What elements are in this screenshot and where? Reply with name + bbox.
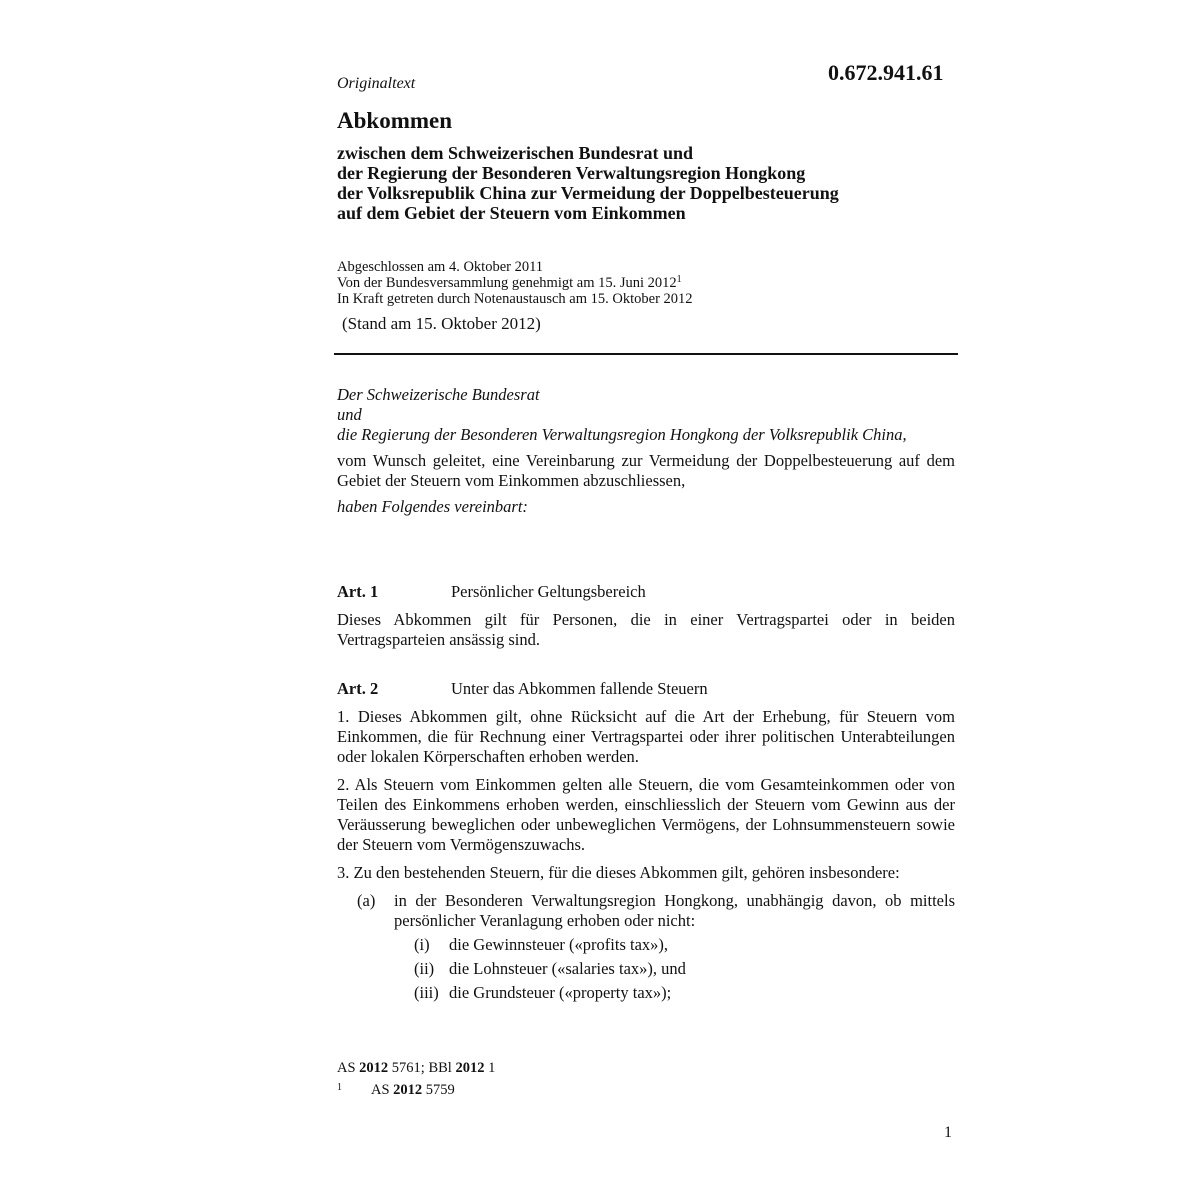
article-number: Art. 2	[337, 679, 379, 698]
sub-text: die Gewinnsteuer («profits tax»),	[449, 935, 669, 954]
agreement-formula: haben Folgendes vereinbart:	[337, 497, 528, 516]
document-subtitle	[337, 143, 839, 223]
sub-label: (ii)	[414, 959, 435, 978]
subtitle-line: der Regierung der Besonderen Verwaltungsregion Hongkong	[337, 163, 806, 183]
as-page: 5761; BBl	[391, 1060, 452, 1076]
bbl-page: 1	[488, 1060, 496, 1076]
bbl-year: 2012	[455, 1060, 485, 1076]
footnotes	[337, 1058, 495, 1100]
footnote-1	[337, 1078, 495, 1100]
sr-number: 0.672.941.61	[828, 60, 944, 85]
sub-text: die Lohnsteuer («salaries tax»), und	[449, 959, 686, 978]
list-item-a	[357, 891, 955, 1003]
publication-reference	[337, 1058, 495, 1078]
fn-prefix: AS	[371, 1082, 390, 1098]
list-text: in der Besonderen Verwaltungsregion Hongkong, unabhängig davon, ob mittels persönlicher Veranlagung erhoben oder nicht:	[394, 891, 955, 930]
date-block	[337, 259, 693, 307]
original-text-label: Originaltext	[337, 75, 416, 92]
subtitle-line: zwischen dem Schweizerischen Bundesrat und	[337, 143, 694, 163]
in-force-date: In Kraft getreten durch Notenaustausch am 15. Oktober 2012	[337, 291, 693, 307]
conjunction: und	[337, 405, 362, 424]
sub-text: die Grundsteuer («property tax»);	[449, 983, 672, 1002]
sub-item-i	[414, 935, 955, 955]
article-number: Art. 1	[337, 582, 379, 601]
party-hongkong: die Regierung der Besonderen Verwaltungsregion Hongkong der Volksrepublik China,	[337, 425, 907, 444]
header-divider	[334, 353, 958, 355]
sub-item-ii	[414, 959, 955, 979]
sub-label: (i)	[414, 935, 430, 954]
approved-date	[337, 275, 693, 291]
article-title: Unter das Abkommen fallende Steuern	[451, 679, 708, 698]
page-number: 1	[944, 1124, 952, 1141]
list-label: (a)	[357, 891, 376, 910]
article-2-body	[337, 707, 955, 1003]
preamble	[337, 385, 955, 517]
article-2-heading	[337, 679, 955, 699]
party-swiss: Der Schweizerische Bundesrat	[337, 385, 540, 404]
paragraph-3: 3. Zu den bestehenden Steuern, für die dieses Abkommen gilt, gehören insbesondere:	[337, 863, 900, 882]
paragraph-1: 1. Dieses Abkommen gilt, ohne Rücksicht auf die Art der Erhebung, für Steuern vom Einkommen, die für Rechnung einer Vertragspartei oder ihrer politischen Unterabteilungen oder lokalen Körperschaften erhoben werden.	[337, 707, 955, 766]
concluded-date: Abgeschlossen am 4. Oktober 2011	[337, 259, 544, 275]
as-prefix: AS	[337, 1060, 356, 1076]
status-date: (Stand am 15. Oktober 2012)	[342, 314, 541, 333]
article-1-heading	[337, 582, 955, 602]
subtitle-line: der Volksrepublik China zur Vermeidung der Doppelbesteuerung	[337, 183, 839, 203]
footnote-ref: 1	[676, 274, 682, 285]
article-title: Persönlicher Geltungsbereich	[451, 582, 646, 601]
sub-item-iii	[414, 983, 955, 1003]
paragraph-2: 2. Als Steuern vom Einkommen gelten alle Steuern, die vom Gesamteinkommen oder von Teilen des Einkommens erhoben werden, einschliesslich der Steuern vom Gewinn aus der Veräusserung beweglichen oder unbeweglichen Vermögens, der Lohnsummensteuern sowie der Steuern vom Vermögenszuwachs.	[337, 775, 955, 854]
subtitle-line: auf dem Gebiet der Steuern vom Einkommen	[337, 203, 686, 223]
document-title: Abkommen	[337, 108, 453, 133]
fn-year: 2012	[393, 1082, 423, 1098]
article-1-text: Dieses Abkommen gilt für Personen, die in einer Vertragspartei oder in beiden Vertragsparteien ansässig sind.	[337, 610, 955, 649]
approved-text: Von der Bundesversammlung genehmigt am 15. Juni 2012	[337, 275, 677, 291]
as-year: 2012	[359, 1060, 389, 1076]
recital: vom Wunsch geleitet, eine Vereinbarung zur Vermeidung der Doppelbesteuerung auf dem Gebiet der Steuern vom Einkommen abzuschliessen,	[337, 451, 955, 490]
fn-page: 5759	[425, 1082, 455, 1098]
sub-label: (iii)	[414, 983, 439, 1002]
footnote-mark: 1	[337, 1082, 342, 1093]
